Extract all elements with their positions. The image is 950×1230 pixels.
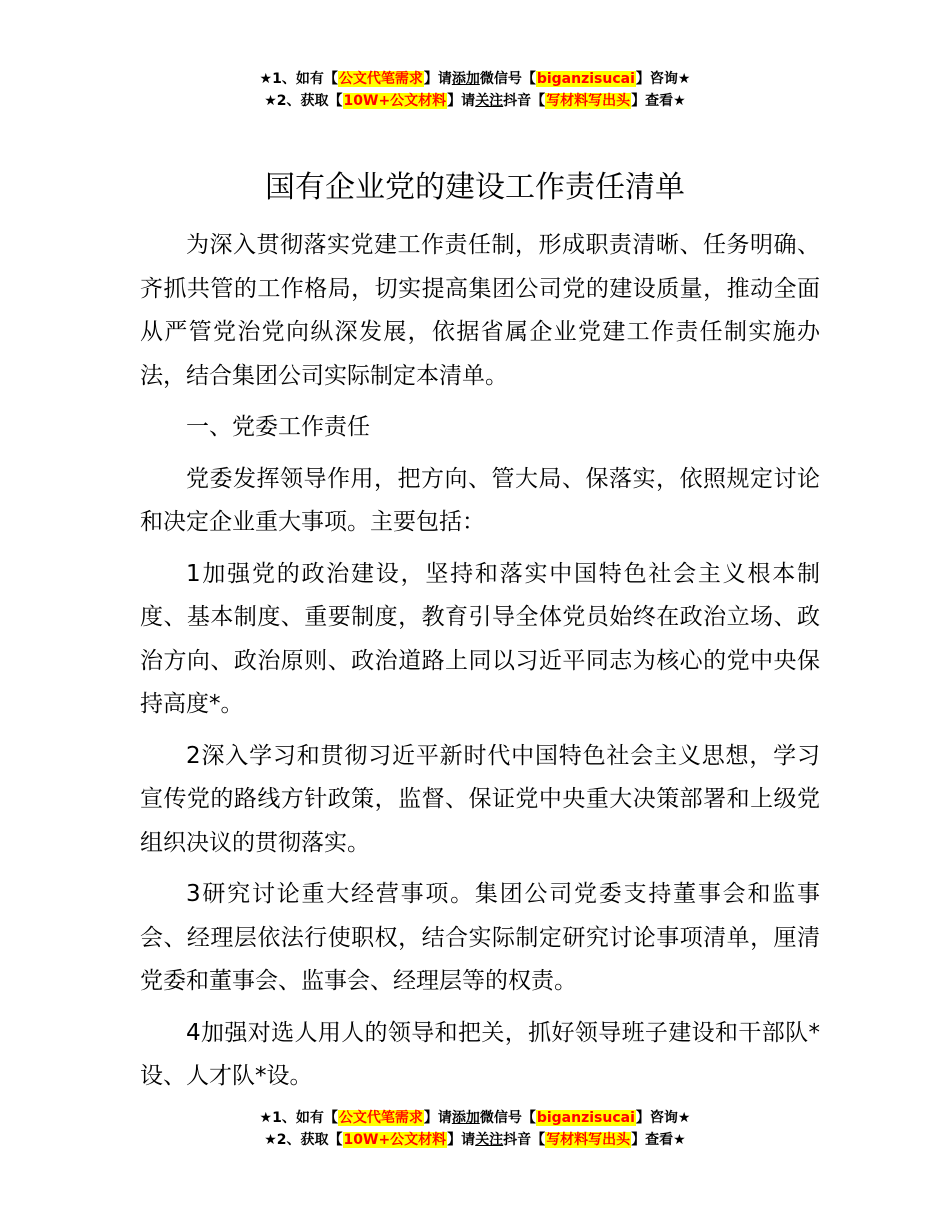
promo-underlined: 添加	[451, 1110, 480, 1126]
promo-highlight: 公文代笔需求	[338, 71, 423, 87]
promo-text: 抖音【	[503, 1132, 546, 1148]
promo-text: 】咨询★	[635, 1110, 691, 1126]
intro-paragraph: 为深入贯彻落实党建工作责任制，形成职责清晰、任务明确、齐抓共管的工作格局，切实提高集团公司党的建设质量，推动全面从严管党治党向纵深发展，依据省属企业党建工作责任制实施办法，结合集团公司实际制定本清单。	[140, 232, 820, 389]
promo-line-2	[0, 1129, 950, 1151]
promo-highlight: 公文代笔需求	[338, 1110, 423, 1126]
promo-text: 】请	[423, 71, 452, 87]
promo-banner-top	[0, 68, 950, 112]
promo-line-1	[0, 68, 950, 90]
promo-highlight: 写材料写出头	[546, 1132, 631, 1148]
promo-text: 】咨询★	[635, 71, 691, 87]
promo-line-2	[0, 90, 950, 112]
promo-highlight: 10W+公文材料	[343, 93, 447, 109]
promo-banner-bottom	[0, 1107, 950, 1151]
promo-text: 】查看★	[631, 1132, 686, 1148]
promo-text: ★1、如有【	[259, 1110, 338, 1126]
promo-text: ★1、如有【	[259, 71, 338, 87]
promo-text: 抖音【	[503, 93, 546, 109]
document-body	[140, 224, 820, 1107]
promo-highlight: 10W+公文材料	[343, 1132, 447, 1148]
promo-text: 微信号【	[479, 71, 536, 87]
list-item-3: 3研究讨论重大经营事项。集团公司党委支持董事会和监事会、经理层依法行使职权，结合实际制定研究讨论事项清单，厘清党委和董事会、监事会、经理层等的权责。	[140, 881, 820, 994]
body-paragraph: 党委发挥领导作用，把方向、管大局、保落实，依照规定讨论和决定企业重大事项。主要包括：	[140, 465, 820, 535]
promo-text: 】查看★	[631, 93, 686, 109]
promo-text: 】请	[423, 1110, 452, 1126]
document-title: 国有企业党的建设工作责任清单	[265, 170, 685, 205]
promo-text: 】请	[447, 93, 476, 109]
list-item-2: 2深入学习和贯彻习近平新时代中国特色社会主义思想，学习宣传党的路线方针政策，监督、保证党中央重大决策部署和上级党组织决议的贯彻落实。	[140, 742, 820, 856]
promo-underlined: 关注	[475, 1132, 504, 1148]
promo-text: 】请	[447, 1132, 476, 1148]
promo-highlight: biganzisucai	[536, 1110, 635, 1126]
section-heading: 一、党委工作责任	[186, 414, 370, 440]
list-item-4: 4加强对选人用人的领导和把关，抓好领导班子建设和干部队*设、人才队*设。	[140, 1019, 820, 1089]
promo-highlight: 写材料写出头	[546, 93, 631, 109]
promo-text: ★2、获取【	[264, 1132, 343, 1148]
promo-underlined: 添加	[451, 71, 480, 87]
promo-line-1	[0, 1107, 950, 1129]
promo-text: 微信号【	[479, 1110, 536, 1126]
promo-text: ★2、获取【	[264, 93, 343, 109]
promo-underlined: 关注	[475, 93, 504, 109]
list-item-1: 1加强党的政治建设，坚持和落实中国特色社会主义根本制度、基本制度、重要制度，教育引导全体党员始终在政治立场、政治方向、政治原则、政治道路上同以习近平同志为核心的党中央保持高度*。	[140, 560, 820, 717]
promo-highlight: biganzisucai	[536, 71, 635, 87]
